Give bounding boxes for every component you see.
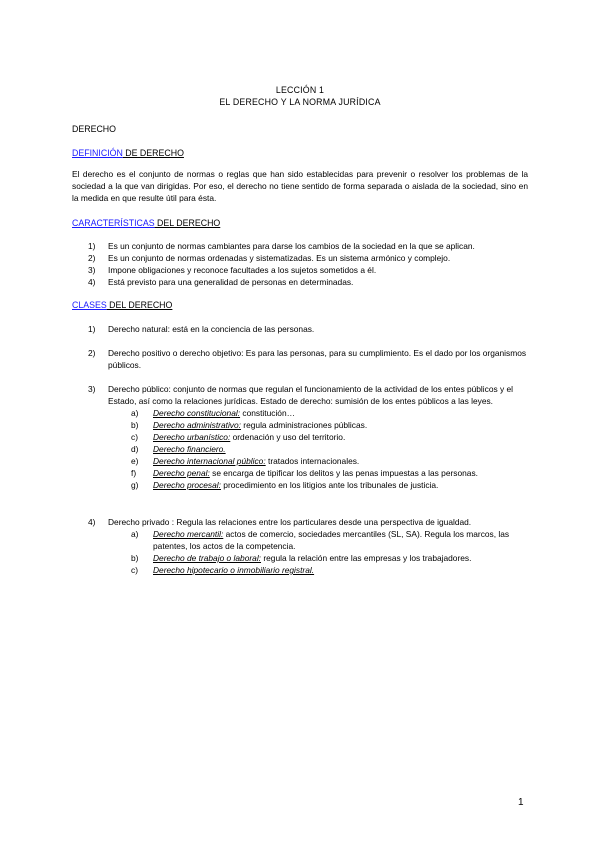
lesson-title: EL DERECHO Y LA NORMA JURÍDICA xyxy=(219,97,381,107)
item-letter: a) xyxy=(131,408,139,418)
item-letter: e) xyxy=(131,456,139,466)
classes-link[interactable]: CLASES xyxy=(72,300,107,310)
term-description: constitución… xyxy=(240,408,295,418)
classes-list-2 xyxy=(88,347,528,371)
term-description: se encarga de tipificar los delitos y las penas impuestas a las personas. xyxy=(209,468,478,478)
list-item xyxy=(88,240,528,252)
characteristics-list xyxy=(88,240,528,288)
classes-heading xyxy=(72,300,172,310)
item-letter: b) xyxy=(131,420,139,430)
public-law-sublist xyxy=(108,407,528,491)
term: Derecho constitucional: xyxy=(153,408,241,418)
term: Derecho urbanístico: xyxy=(153,432,231,442)
term: Derecho financiero. xyxy=(153,444,226,454)
term: Derecho mercantil: xyxy=(153,529,224,539)
item-number: 4) xyxy=(88,277,96,287)
item-number: 1) xyxy=(88,324,96,334)
item-letter: a) xyxy=(131,529,139,539)
section-heading: DERECHO xyxy=(72,124,116,134)
classes-list-4 xyxy=(88,516,528,576)
term-description: procedimiento en los litigios ante los tribunales de justicia. xyxy=(220,480,439,490)
item-letter: f) xyxy=(131,468,137,478)
sublist-item xyxy=(128,443,528,455)
characteristics-link[interactable]: CARACTERÍSTICAS xyxy=(72,218,155,228)
classes-list-3 xyxy=(88,383,528,491)
item-number: 3) xyxy=(88,265,96,275)
sublist-item xyxy=(128,564,528,576)
term: Derecho de trabajo o laboral: xyxy=(153,553,262,563)
item-text: Impone obligaciones y reconoce facultades a los sujetos sometidos a él. xyxy=(108,265,377,275)
item-text: Es un conjunto de normas ordenadas y sistematizadas. Es un sistema armónico y complejo. xyxy=(108,253,451,263)
definition-paragraph: El derecho es el conjunto de normas o reglas que han sido establecidas para prevenir o resolver los problemas de la sociedad a la que van dirigidas. Por eso, el derecho no tiene sentido de forma separada o aislada de la sociedad, sino en la medida en que resulte útil para ésta. xyxy=(72,169,528,203)
classes-list-1 xyxy=(88,323,528,335)
item-number: 2) xyxy=(88,253,96,263)
sublist-item xyxy=(128,455,528,467)
item-letter: b) xyxy=(131,553,139,563)
characteristics-heading xyxy=(72,218,220,228)
sublist-item xyxy=(128,407,528,419)
item-letter: g) xyxy=(131,480,139,490)
list-item xyxy=(88,347,528,371)
definition-link[interactable]: DEFINICIÓN xyxy=(72,148,123,158)
item-text: Es un conjunto de normas cambiantes para darse los cambios de la sociedad en la que se aplican. xyxy=(108,241,475,251)
term: Derecho procesal: xyxy=(153,480,221,490)
definition-heading xyxy=(72,148,184,158)
sublist-item xyxy=(128,467,528,479)
term: Derecho internacional público: xyxy=(153,456,266,466)
item-number: 3) xyxy=(88,384,96,394)
sublist-item xyxy=(128,528,528,552)
item-text: Derecho positivo o derecho objetivo: Es para las personas, para su cumplimiento. Es el dado por los organismos públicos. xyxy=(108,348,527,370)
list-item xyxy=(88,276,528,288)
sublist-item xyxy=(128,419,528,431)
private-law-sublist xyxy=(108,528,528,576)
item-text: Derecho privado : Regula las relaciones entre los particulares desde una perspectiva de igualdad. xyxy=(108,517,472,527)
lesson-number: LECCIÓN 1 xyxy=(275,85,325,95)
lesson-title-block xyxy=(0,84,600,108)
sublist-item xyxy=(128,479,528,491)
term-description: regula la relación entre las empresas y los trabajadores. xyxy=(261,553,472,563)
item-letter: c) xyxy=(131,432,138,442)
item-number: 1) xyxy=(88,241,96,251)
item-letter: d) xyxy=(131,444,139,454)
item-text: Derecho natural: está en la conciencia de las personas. xyxy=(108,324,315,334)
item-number: 2) xyxy=(88,348,96,358)
term-description: tratados internacionales. xyxy=(265,456,360,466)
item-text: Derecho público: conjunto de normas que regulan el funcionamiento de la actividad de los entes públicos y el Estado, así como la relaciones jurídicas. Estado de derecho: sumisión de los entes públicos a las leyes. xyxy=(108,384,514,406)
page-number: 1 xyxy=(518,797,524,808)
term: Derecho penal: xyxy=(153,468,210,478)
list-item xyxy=(88,516,528,576)
classes-heading-rest: DEL DERECHO xyxy=(106,300,173,310)
list-item xyxy=(88,383,528,491)
sublist-item xyxy=(128,552,528,564)
list-item xyxy=(88,252,528,264)
sublist-item xyxy=(128,431,528,443)
term: Derecho administrativo: xyxy=(153,420,241,430)
item-text: Está previsto para una generalidad de personas en determinadas. xyxy=(108,277,354,287)
item-letter: c) xyxy=(131,565,138,575)
term-description: regula administraciones públicas. xyxy=(240,420,368,430)
item-number: 4) xyxy=(88,517,96,527)
list-item xyxy=(88,264,528,276)
list-item xyxy=(88,323,528,335)
term-description: ordenación y uso del territorio. xyxy=(230,432,346,442)
characteristics-heading-rest: DEL DERECHO xyxy=(154,218,221,228)
term-description: actos de comercio, sociedades mercantiles (SL, SA). Regula los marcos, las patentes, los actos de la competencia. xyxy=(153,529,510,551)
definition-heading-rest: DE DERECHO xyxy=(122,148,184,158)
term: Derecho hipotecario o inmobiliario registral. xyxy=(153,565,315,575)
